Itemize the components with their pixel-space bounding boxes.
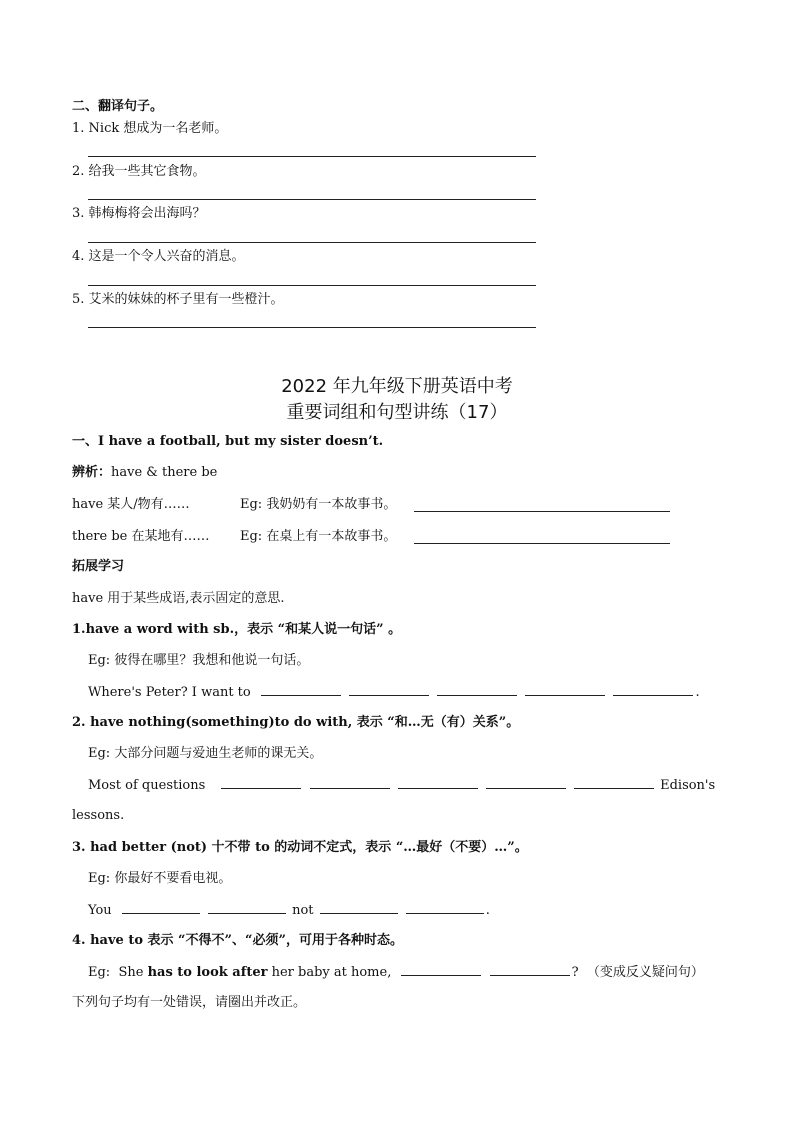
item3-blank-2[interactable] bbox=[208, 901, 286, 914]
therebe-example: Eg: 在桌上有一本故事书。 bbox=[240, 529, 397, 544]
item4-eg-bold: has to look after bbox=[147, 965, 268, 980]
item2-fill-continuation: lessons. bbox=[72, 808, 125, 823]
answer-line-2[interactable] bbox=[88, 199, 536, 200]
item1-blank-5[interactable] bbox=[613, 683, 693, 696]
item1-blank-3[interactable] bbox=[437, 683, 517, 696]
answer-line-5[interactable] bbox=[88, 327, 536, 328]
item4-heading: 4. have to 表示 “不得不”、“必须”，可用于各种时态。 bbox=[72, 933, 403, 948]
item2-example: Eg: 大部分问题与爱迪生老师的课无关。 bbox=[88, 746, 323, 761]
have-term: have 某人/物有…… bbox=[72, 497, 190, 512]
have-example: Eg: 我奶奶有一本故事书。 bbox=[240, 497, 397, 512]
item2-fill-prefix: Most of questions bbox=[88, 778, 206, 793]
item4-eg-end: ? （变成反义疑问句） bbox=[571, 965, 704, 980]
therebe-term: there be 在某地有…… bbox=[72, 529, 210, 544]
item2-blank-1[interactable] bbox=[221, 776, 301, 789]
extend-note: have 用于某些成语,表示固定的意思. bbox=[72, 591, 285, 606]
therebe-answer-line[interactable] bbox=[414, 543, 670, 544]
answer-line-3[interactable] bbox=[88, 242, 536, 243]
item1-fill-row bbox=[88, 683, 700, 702]
analysis-text: have & there be bbox=[111, 465, 218, 480]
item2-blank-4[interactable] bbox=[486, 776, 566, 789]
section-heading-translate: 二、翻译句子。 bbox=[72, 99, 164, 114]
item4-blank-1[interactable] bbox=[401, 963, 481, 976]
translate-item-3: 3. 韩梅梅将会出海吗？ bbox=[72, 206, 206, 221]
item3-blank-1[interactable] bbox=[122, 901, 200, 914]
item2-blank-5[interactable] bbox=[574, 776, 654, 789]
item1-fill-prefix: Where's Peter? I want to bbox=[88, 685, 251, 700]
item3-blank-4[interactable] bbox=[406, 901, 484, 914]
analysis-row bbox=[72, 464, 217, 482]
page-subtitle: 重要词组和句型讲练（17） bbox=[286, 402, 508, 423]
item1-example: Eg: 彼得在哪里？我想和他说一句话。 bbox=[88, 653, 310, 668]
item4-eg-rest: her baby at home, bbox=[267, 965, 392, 980]
final-note: 下列句子均有一处错误，请圈出并改正。 bbox=[72, 995, 307, 1010]
item2-blank-2[interactable] bbox=[310, 776, 390, 789]
item3-period: . bbox=[485, 903, 490, 918]
item3-word-you: You bbox=[88, 903, 112, 918]
item1-blank-4[interactable] bbox=[525, 683, 605, 696]
translate-item-5: 5. 艾米的妹妹的杯子里有一些橙汁。 bbox=[72, 292, 284, 307]
answer-line-1[interactable] bbox=[88, 156, 536, 157]
have-answer-line[interactable] bbox=[414, 511, 670, 512]
part1-heading: 一、I have a football, but my sister doesn’t. bbox=[72, 434, 384, 449]
page-title: 2022 年九年级下册英语中考 bbox=[281, 376, 513, 397]
item3-heading: 3. had better (not) 十不带 to 的动词不定式，表示 “…最好（不要）…”。 bbox=[72, 840, 528, 855]
item2-fill-suffix: Edison's bbox=[660, 778, 716, 793]
item1-blank-1[interactable] bbox=[261, 683, 341, 696]
item1-fill-suffix: . bbox=[695, 685, 700, 700]
translate-item-1: 1. Nick 想成为一名老师。 bbox=[72, 121, 228, 136]
answer-line-4[interactable] bbox=[88, 285, 536, 286]
item4-blank-2[interactable] bbox=[490, 963, 570, 976]
translate-item-2: 2. 给我一些其它食物。 bbox=[72, 164, 206, 179]
item1-heading: 1.have a word with sb.，表示 “和某人说一句话” 。 bbox=[72, 622, 402, 637]
extend-heading: 拓展学习 bbox=[72, 559, 125, 574]
item3-word-not: not bbox=[292, 903, 314, 918]
item3-example: Eg: 你最好不要看电视。 bbox=[88, 871, 232, 886]
analysis-label: 辨析： bbox=[72, 465, 112, 480]
item3-fill-row bbox=[88, 901, 490, 920]
item4-eg-prefix: Eg: She bbox=[88, 965, 148, 980]
item3-blank-3[interactable] bbox=[320, 901, 398, 914]
item2-heading: 2. have nothing(something)to do with, 表示 “和…无（有）关系”。 bbox=[72, 715, 520, 730]
item2-blank-3[interactable] bbox=[398, 776, 478, 789]
item1-blank-2[interactable] bbox=[349, 683, 429, 696]
item2-fill-row bbox=[88, 776, 715, 795]
translate-item-4: 4. 这是一个令人兴奋的消息。 bbox=[72, 249, 245, 264]
item4-example-row bbox=[88, 963, 704, 982]
